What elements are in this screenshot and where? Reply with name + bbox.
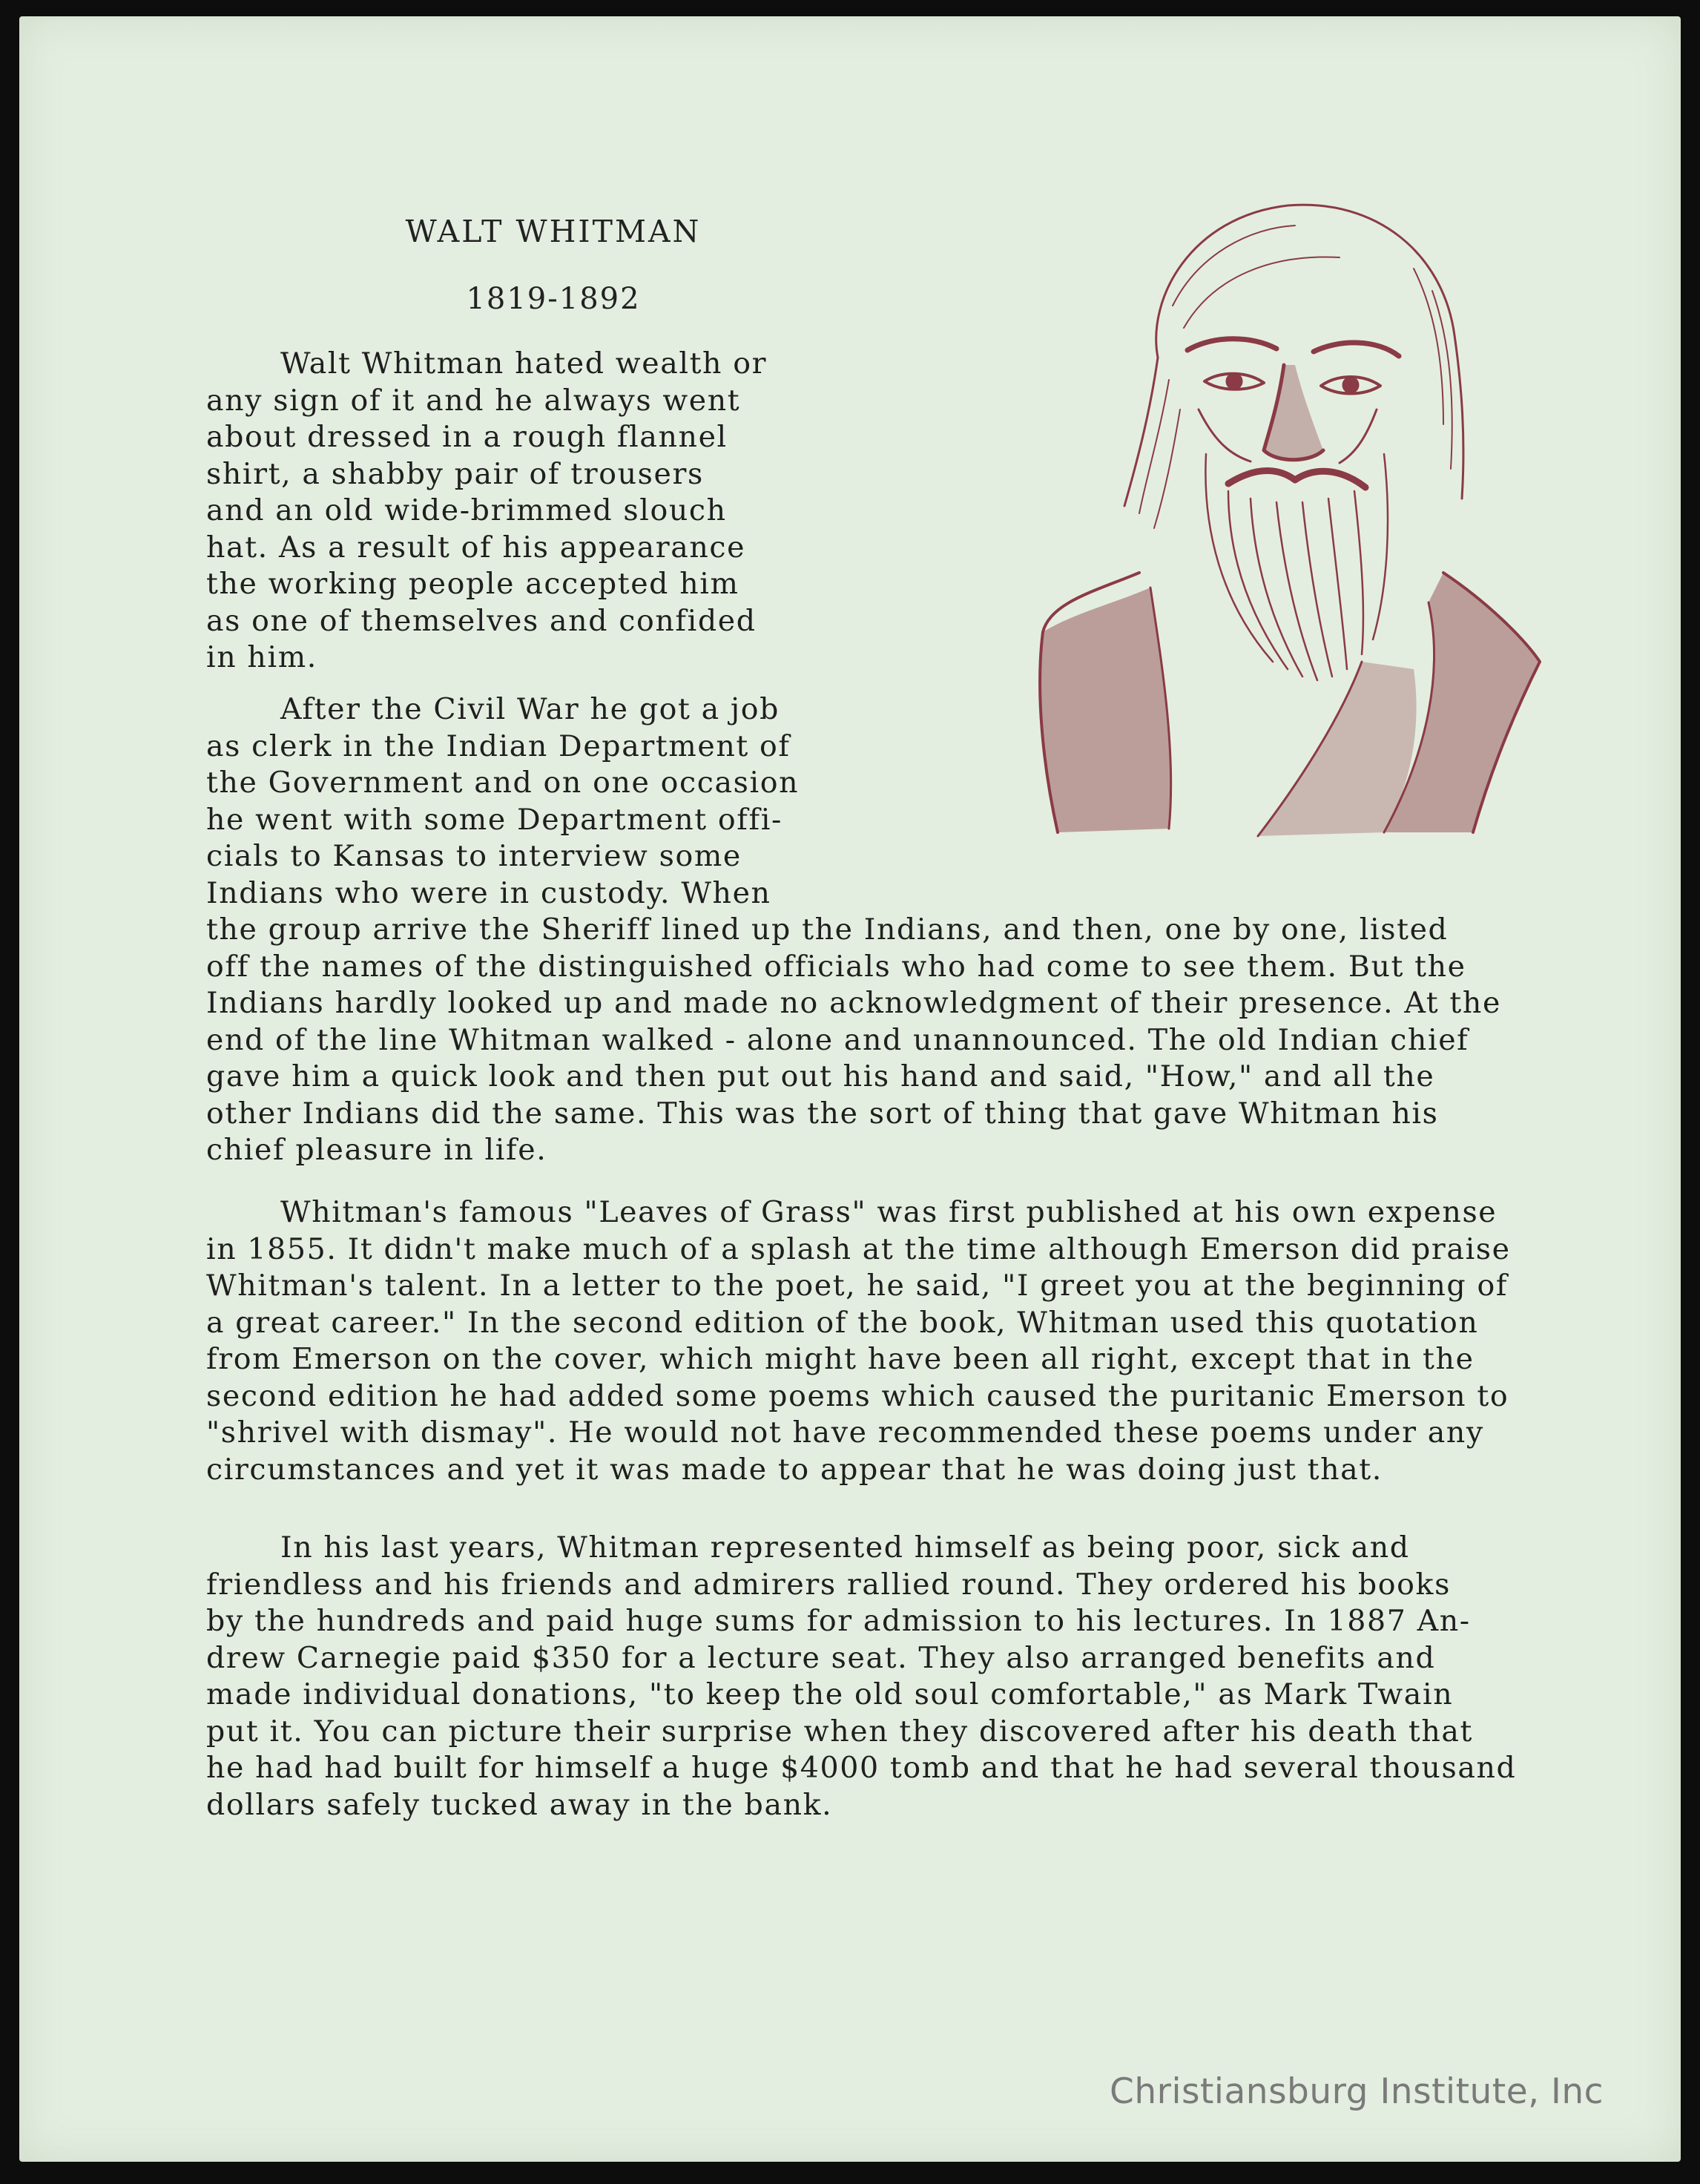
text-line: circumstances and yet it was made to appear that he was doing just that. bbox=[206, 1452, 1383, 1487]
text-line: he had had built for himself a huge $4000 tomb and that he had several thousand bbox=[206, 1751, 1517, 1785]
document-page bbox=[19, 16, 1681, 2162]
text-line: as one of themselves and confided bbox=[206, 603, 757, 638]
text-line: end of the line Whitman walked - alone and unannounced. The old Indian chief bbox=[206, 1022, 1469, 1057]
text-line: dollars safely tucked away in the bank. bbox=[206, 1787, 833, 1822]
text-line: the Government and on one occasion bbox=[206, 766, 800, 800]
text-line: "shrivel with dismay". He would not have recommended these poems under any bbox=[206, 1415, 1484, 1450]
text-line: in 1855. It didn't make much of a splash at the time although Emerson did praise bbox=[206, 1231, 1511, 1266]
page-title: WALT WHITMAN bbox=[405, 214, 702, 249]
text-line: Indians hardly looked up and made no acknowledgment of their presence. At the bbox=[206, 986, 1501, 1020]
text-line: chief pleasure in life. bbox=[206, 1133, 547, 1167]
watermark: Christiansburg Institute, Inc bbox=[1110, 2071, 1604, 2112]
text-line: drew Carnegie paid $350 for a lecture seat. They also arranged benefits and bbox=[206, 1640, 1436, 1675]
life-dates: 1819-1892 bbox=[466, 282, 641, 316]
text-line: the working people accepted him bbox=[206, 567, 739, 601]
text-line: Indians who were in custody. When bbox=[206, 875, 771, 910]
text-line: from Emerson on the cover, which might have been all right, except that in the bbox=[206, 1342, 1475, 1376]
text-line: in him. bbox=[206, 640, 317, 674]
text-line: Walt Whitman hated wealth or bbox=[280, 346, 768, 381]
text-line: second edition he had added some poems which caused the puritanic Emerson to bbox=[206, 1378, 1509, 1413]
whitman-portrait-illustration bbox=[1028, 187, 1547, 840]
text-line: any sign of it and he always went bbox=[206, 383, 741, 418]
text-line: hat. As a result of his appearance bbox=[206, 530, 746, 565]
text-line: the group arrive the Sheriff lined up the Indians, and then, one by one, listed bbox=[206, 912, 1449, 947]
text-line: After the Civil War he got a job bbox=[280, 692, 780, 726]
text-line: Whitman's famous "Leaves of Grass" was first published at his own expense bbox=[280, 1195, 1498, 1229]
text-line: about dressed in a rough flannel bbox=[206, 420, 728, 454]
text-line: put it. You can picture their surprise when they discovered after his death that bbox=[206, 1714, 1474, 1749]
text-line: gave him a quick look and then put out his hand and said, "How," and all the bbox=[206, 1059, 1435, 1093]
text-line: Whitman's talent. In a letter to the poet, he said, "I greet you at the beginning of bbox=[206, 1269, 1509, 1303]
text-line: as clerk in the Indian Department of bbox=[206, 728, 791, 763]
text-line: a great career." In the second edition of the book, Whitman used this quotation bbox=[206, 1305, 1479, 1340]
text-line: In his last years, Whitman represented himself as being poor, sick and bbox=[280, 1530, 1410, 1565]
text-line: cials to Kansas to interview some bbox=[206, 839, 742, 873]
text-line: by the hundreds and paid huge sums for admission to his lectures. In 1887 An- bbox=[206, 1604, 1471, 1638]
text-line: and an old wide-brimmed slouch bbox=[206, 493, 727, 527]
text-line: friendless and his friends and admirers rallied round. They ordered his books bbox=[206, 1567, 1451, 1602]
text-line: shirt, a shabby pair of trousers bbox=[206, 456, 704, 491]
text-line: other Indians did the same. This was the sort of thing that gave Whitman his bbox=[206, 1096, 1439, 1131]
text-line: he went with some Department offi- bbox=[206, 802, 783, 837]
text-line: made individual donations, "to keep the old soul comfortable," as Mark Twain bbox=[206, 1677, 1454, 1711]
text-line: off the names of the distinguished officials who had come to see them. But the bbox=[206, 949, 1466, 984]
